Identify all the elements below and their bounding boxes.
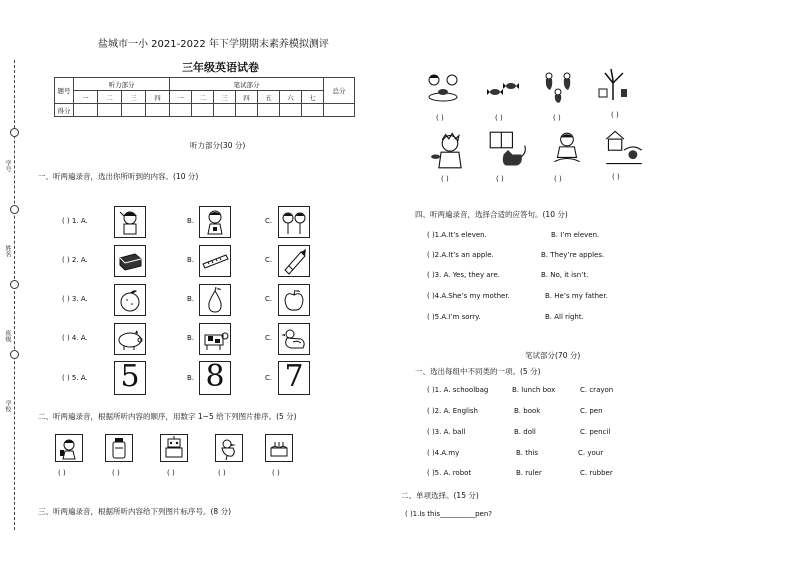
score-cell[interactable] — [302, 104, 324, 117]
col-header: 二 — [192, 91, 214, 104]
odd-one-option-c[interactable]: C. pen — [580, 407, 603, 415]
odd-one-option-c[interactable]: C. pencil — [580, 428, 611, 436]
binding-hole — [10, 205, 19, 214]
binding-hole — [10, 280, 19, 289]
option-c: C. — [265, 295, 273, 303]
question-number: ( ) 4. A. — [62, 334, 88, 342]
label-blank[interactable]: ( ) — [441, 175, 449, 183]
apple-icon[interactable] — [278, 284, 310, 316]
response-option-b[interactable]: B. No, it isn’t. — [541, 271, 589, 279]
section2-heading: 二、听两遍录音，根据所听内容的顺序，用数字 1~5 给下列图片排序。(5 分) — [38, 412, 297, 421]
question-number: ( ) 3. A. — [62, 295, 88, 303]
odd-one-option-c[interactable]: C. crayon — [580, 386, 614, 394]
binding-hole — [10, 350, 19, 359]
col-header: 五 — [258, 91, 280, 104]
odd-one-option-b[interactable]: B. doll — [514, 428, 536, 436]
col-header: 三 — [122, 91, 146, 104]
label-blank[interactable]: ( ) — [611, 111, 619, 119]
question-number: ( ) 1. A. — [62, 217, 88, 225]
wsection1-heading: 一、选出每组中不同类的一项。(5 分) — [415, 367, 541, 376]
orange-icon[interactable] — [114, 284, 146, 316]
col-header: 四 — [146, 91, 170, 104]
order-blank[interactable]: ( ) — [112, 469, 120, 477]
section1-heading: 一、听两遍录音，选出你所听到的内容。(10 分) — [38, 172, 199, 181]
writing-part-header: 笔试部分 — [170, 78, 324, 91]
response-option-a[interactable]: ( )1.A.It’s eleven. — [427, 231, 487, 239]
number-five-card[interactable] — [114, 361, 146, 395]
exam-subtitle: 三年级英语试卷 — [182, 61, 259, 74]
robot-icon[interactable] — [160, 434, 188, 462]
tree-scene-icon[interactable] — [595, 65, 631, 101]
exam-title: 盐城市一小 2021-2022 年下学期期末素养模拟测评 — [98, 39, 329, 50]
score-cell[interactable] — [214, 104, 236, 117]
col-header: 七 — [302, 91, 324, 104]
odd-one-option-c[interactable]: C. rubber — [580, 469, 613, 477]
col-header: 一 — [74, 91, 98, 104]
question-number: ( ) 2. A. — [62, 256, 88, 264]
candy-icon[interactable] — [485, 72, 521, 108]
digit-seven: 7 — [284, 359, 304, 394]
odd-one-option-b[interactable]: B. lunch box — [512, 386, 556, 394]
score-cell[interactable] — [192, 104, 214, 117]
score-cell[interactable] — [122, 104, 146, 117]
odd-one-option-a[interactable]: ( )3. A. ball — [427, 428, 466, 436]
picnic-scene-icon[interactable] — [604, 128, 644, 168]
name-label: 姓名 — [4, 245, 11, 257]
response-option-a[interactable]: ( )3. A. Yes, they are. — [427, 271, 500, 279]
question-number-header: 题号 — [55, 78, 74, 104]
cake-icon[interactable] — [265, 434, 293, 462]
student-id-label: 学号 — [4, 160, 11, 172]
odd-one-option-a[interactable]: ( )1. A. schoolbag — [427, 386, 489, 394]
order-blank[interactable]: ( ) — [272, 469, 280, 477]
score-cell[interactable] — [170, 104, 192, 117]
option-b: B. — [187, 217, 195, 225]
odd-one-option-b[interactable]: B. ruler — [516, 469, 542, 477]
label-blank[interactable]: ( ) — [496, 175, 504, 183]
response-option-a[interactable]: ( )2.A.It’s an apple. — [427, 251, 494, 259]
order-blank[interactable]: ( ) — [218, 469, 226, 477]
score-cell[interactable] — [280, 104, 302, 117]
digit-eight: 8 — [205, 359, 225, 394]
sitting-girl-icon[interactable] — [548, 130, 586, 168]
bottle-icon[interactable] — [105, 434, 133, 462]
number-eight-card[interactable] — [199, 361, 231, 395]
score-cell[interactable] — [98, 104, 122, 117]
response-option-b[interactable]: B. I’m eleven. — [551, 231, 600, 239]
col-header: 六 — [280, 91, 302, 104]
odd-one-option-a[interactable]: ( )4.A.my — [427, 449, 460, 457]
family-dinner-icon[interactable] — [425, 70, 461, 106]
odd-one-option-b[interactable]: B. book — [514, 407, 541, 415]
response-option-a[interactable]: ( )4.A.She’s my mother. — [427, 292, 510, 300]
wsection2-heading: 二、单项选择。(15 分) — [401, 491, 479, 500]
label-blank[interactable]: ( ) — [554, 175, 562, 183]
cow-icon[interactable] — [199, 323, 231, 355]
total-header: 总分 — [324, 78, 355, 104]
question-number: ( ) 5. A. — [62, 374, 88, 382]
kids-icon[interactable] — [278, 206, 310, 238]
crayon-icon[interactable] — [278, 245, 310, 277]
score-cell[interactable] — [258, 104, 280, 117]
binding-hole — [10, 128, 19, 137]
label-blank[interactable]: ( ) — [553, 114, 561, 122]
section4-heading: 四、听两遍录音，选择合适的应答句。(10 分) — [415, 210, 568, 219]
response-option-b[interactable]: B. They’re apples. — [541, 251, 605, 259]
odd-one-option-a[interactable]: ( )2. A. English — [427, 407, 478, 415]
score-cell[interactable] — [74, 104, 98, 117]
col-header: 一 — [170, 91, 192, 104]
section3-heading: 三、听两遍录音，根据所听内容给下列图片标序号。(8 分) — [38, 507, 232, 516]
digit-five: 5 — [120, 359, 140, 394]
order-blank[interactable]: ( ) — [167, 469, 175, 477]
option-b: B. — [187, 334, 195, 342]
score-row-header: 得分 — [55, 104, 74, 117]
option-b: B. — [187, 374, 195, 382]
listening-heading: 听力部分(30 分) — [190, 141, 246, 150]
boy-eating-icon[interactable] — [430, 130, 470, 170]
bird-icon[interactable] — [215, 434, 243, 462]
cat-window-icon[interactable] — [488, 130, 528, 170]
parrots-icon[interactable] — [540, 68, 576, 104]
score-cell[interactable] — [236, 104, 258, 117]
single-choice-question[interactable]: ( )1.Is this__________pen? — [405, 510, 492, 518]
score-table — [54, 77, 355, 117]
odd-one-option-b[interactable]: B. this — [516, 449, 539, 457]
boy-icon[interactable] — [114, 206, 146, 238]
response-option-b[interactable]: B. He’s my father. — [545, 292, 608, 300]
option-c: C. — [265, 374, 273, 382]
school-label: 学校 — [4, 400, 11, 412]
response-option-b[interactable]: B. All right. — [545, 313, 584, 321]
order-blank[interactable]: ( ) — [58, 469, 66, 477]
number-seven-card[interactable] — [278, 361, 310, 395]
response-option-a[interactable]: ( )5.A.I’m sorry. — [427, 313, 481, 321]
option-b: B. — [187, 295, 195, 303]
label-blank[interactable]: ( ) — [612, 173, 620, 181]
total-score-cell[interactable] — [324, 104, 355, 117]
option-c: C. — [265, 256, 273, 264]
odd-one-option-a[interactable]: ( )5. A. robot — [427, 469, 472, 477]
girl-icon[interactable] — [199, 206, 231, 238]
pear-icon[interactable] — [199, 284, 231, 316]
option-c: C. — [265, 217, 273, 225]
option-c: C. — [265, 334, 273, 342]
col-header: 三 — [214, 91, 236, 104]
col-header: 二 — [98, 91, 122, 104]
col-header: 四 — [236, 91, 258, 104]
odd-one-option-c[interactable]: C. your — [578, 449, 604, 457]
duck-icon[interactable] — [278, 323, 310, 355]
option-b: B. — [187, 256, 195, 264]
label-blank[interactable]: ( ) — [495, 114, 503, 122]
ruler-icon[interactable] — [199, 245, 231, 277]
eraser-icon[interactable] — [114, 245, 146, 277]
listening-part-header: 听力部分 — [74, 78, 170, 91]
phone-girl-icon[interactable] — [55, 434, 83, 462]
label-blank[interactable]: ( ) — [436, 114, 444, 122]
writing-heading: 笔试部分(70 分) — [525, 351, 581, 360]
class-label: 班级 — [4, 330, 11, 342]
pig-icon[interactable] — [114, 323, 146, 355]
score-cell[interactable] — [146, 104, 170, 117]
